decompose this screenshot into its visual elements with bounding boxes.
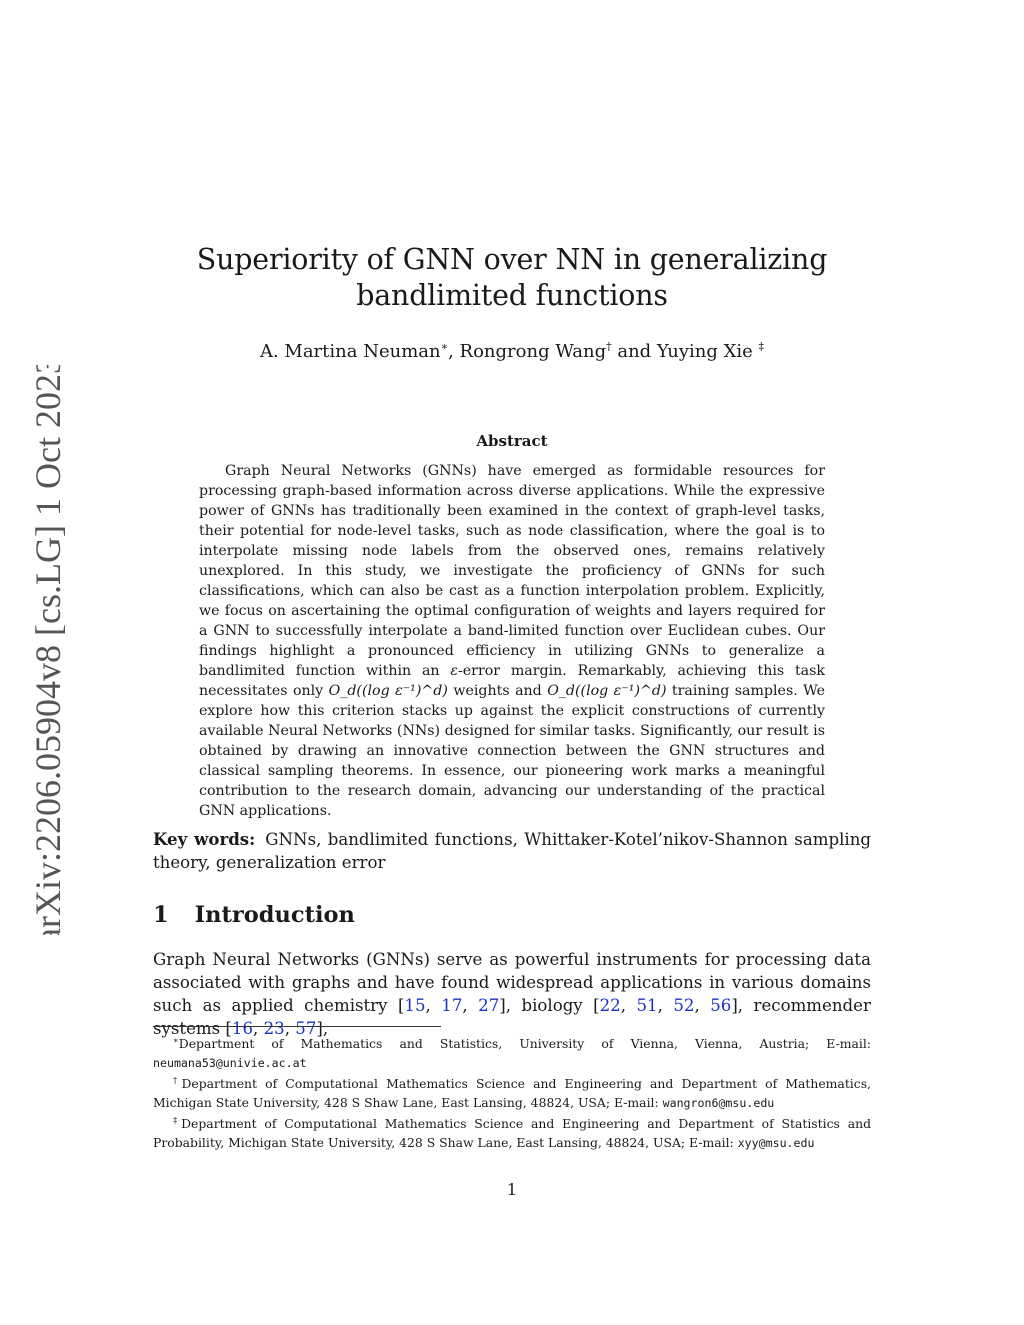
- math-epsilon: ε: [450, 663, 458, 679]
- citation-link[interactable]: 22: [599, 996, 621, 1015]
- citation-separator: ,: [425, 996, 442, 1015]
- footnote-mark: †: [173, 1076, 182, 1087]
- citation-link[interactable]: 15: [404, 996, 426, 1015]
- math-expression: O_d((log ε⁻¹)^d): [328, 683, 448, 699]
- citation-separator: ,: [620, 996, 637, 1015]
- citation-separator: ,: [462, 996, 479, 1015]
- footnote-mark: ∗: [173, 1036, 179, 1046]
- footnote-text: Department of Computational Mathematics Science and Engineering and Department of Statistics and Probability, Michigan State University, 428 S Shaw Lane, East Lansing, 48824, USA; E-mail:: [153, 1116, 871, 1150]
- keywords: [153, 828, 871, 874]
- author-list: [150, 340, 874, 362]
- footnote-mark[interactable]: ∗: [440, 340, 449, 353]
- math-expression: O_d((log ε⁻¹)^d): [547, 683, 667, 699]
- section-number: 1: [153, 902, 169, 928]
- abstract-body: [199, 461, 825, 821]
- footnote-mark[interactable]: †: [606, 340, 612, 353]
- intro-text: ],: [316, 1019, 329, 1038]
- email-link[interactable]: xyy@msu.edu: [737, 1135, 815, 1150]
- footnote-text: Department of Mathematics and Statistics, University of Vienna, Vienna, Austria; E-mail:: [178, 1036, 871, 1052]
- footnote-1: [153, 1032, 871, 1072]
- footnote-mark: ‡: [173, 1116, 182, 1127]
- abstract-text: training samples. We explore how this criterion stacks up against the explicit constructions of currently available Neural Networks (NNs) designed for similar tasks. Significantly, our result is obtained by drawing an innovative connection between the GNN structures and classical sampling theorems. In essence, our pioneering work marks a meaningful contribution to the research domain, advancing our understanding of the practical GNN applications.: [199, 683, 825, 819]
- citation-link[interactable]: 56: [710, 996, 732, 1015]
- email-link[interactable]: neumana53@univie.ac.at: [153, 1055, 307, 1070]
- footnote-divider: [153, 1026, 441, 1027]
- citation-separator: ,: [657, 996, 674, 1015]
- abstract-text: -error margin. Remarkably, achieving this task necessitates only: [199, 663, 825, 699]
- citation-separator: ,: [284, 1019, 296, 1038]
- arxiv-stamp: [8, 365, 78, 935]
- author-name: Yuying Xie: [656, 341, 753, 362]
- citation-link[interactable]: 52: [673, 996, 695, 1015]
- footnote-3: [153, 1112, 871, 1152]
- section-title: Introduction: [194, 902, 355, 928]
- arxiv-stamp-text: arXiv:2206.05904v8 [cs.LG] 1 Oct 2023: [28, 365, 68, 935]
- keywords-label: Key words:: [153, 829, 256, 849]
- intro-text: Graph Neural Networks (GNNs) serve as powerful instruments for processing data associated with graphs and have found widespread applications in various domains such as applied chemistry [: [153, 950, 871, 1015]
- author-separator: and: [611, 341, 657, 362]
- citation-link[interactable]: 16: [231, 1019, 254, 1038]
- author-name: A. Martina Neuman: [259, 341, 441, 362]
- citation-link[interactable]: 17: [441, 996, 463, 1015]
- paper-title: Superiority of GNN over NN in generalizing bandlimited functions: [196, 243, 828, 312]
- footnote-mark[interactable]: ‡: [758, 340, 765, 353]
- footnote-text: Department of Computational Mathematics Science and Engineering and Department of Mathematics, Michigan State University, 428 S Shaw Lane, East Lansing, 48824, USA; E-mail:: [153, 1076, 871, 1110]
- keywords-text: GNNs, bandlimited functions, Whittaker-Kotel’nikov-Shannon sampling theory, generalization error: [153, 830, 871, 872]
- intro-text: ], biology [: [499, 996, 600, 1015]
- citation-link[interactable]: 27: [478, 996, 500, 1015]
- abstract-heading: Abstract: [476, 432, 548, 450]
- citation-link[interactable]: 51: [636, 996, 658, 1015]
- citation-link[interactable]: 57: [295, 1019, 317, 1038]
- citation-separator: ,: [253, 1019, 264, 1038]
- abstract-text: weights and: [447, 683, 548, 699]
- footnotes: [153, 1032, 871, 1152]
- footnote-2: [153, 1072, 871, 1112]
- intro-text: ], recommender systems [: [153, 996, 871, 1038]
- abstract-text: Graph Neural Networks (GNNs) have emerged as formidable resources for processing graph-based information across diverse applications. While the expressive power of GNNs has traditionally been examined in the context of graph-level tasks, their potential for node-level tasks, such as node classification, where the goal is to interpolate missing node labels from the observed ones, remains relatively unexplored. In this study, we investigate the proficiency of GNNs for such classifications, which can also be cast as a function interpolation problem. Explicitly, we focus on ascertaining the optimal configuration of weights and layers required for a GNN to successfully interpolate a band-limited function over Euclidean cubes. Our findings highlight a pronounced efficiency in utilizing GNNs to generalize a bandlimited function within an: [199, 463, 825, 679]
- citation-separator: ,: [694, 996, 711, 1015]
- email-link[interactable]: wangron6@msu.edu: [662, 1095, 775, 1110]
- author-separator: ,: [448, 341, 460, 362]
- page-number: 1: [506, 1180, 518, 1199]
- section-heading: [153, 902, 355, 928]
- author-name: Rongrong Wang: [459, 341, 607, 362]
- citation-link[interactable]: 23: [263, 1019, 285, 1038]
